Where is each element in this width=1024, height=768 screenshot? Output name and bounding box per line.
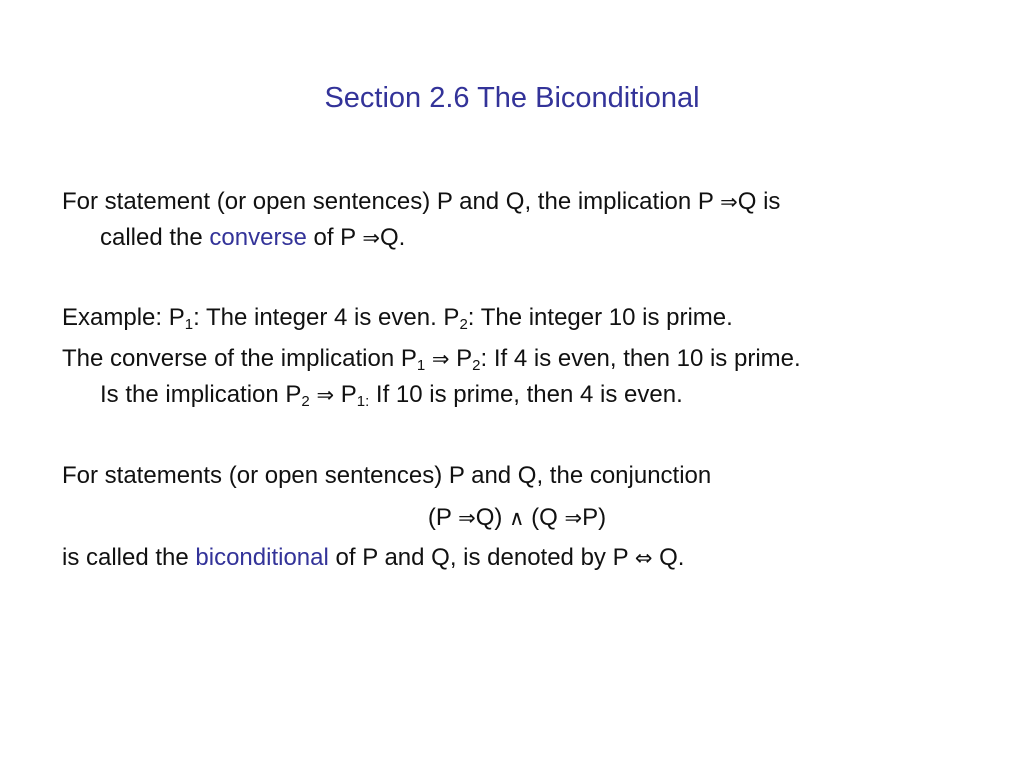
text-run: of P xyxy=(306,224,363,251)
implies-symbol: ⇒ xyxy=(458,506,476,530)
text-run: Q. xyxy=(652,544,685,571)
text-run: (Q xyxy=(524,504,565,531)
conjunction-formula xyxy=(0,500,1024,536)
converse-definition xyxy=(62,184,962,256)
text-run: called the xyxy=(100,224,210,251)
subscript: 2 xyxy=(472,357,481,374)
text-run: If 10 is prime, then 4 is even. xyxy=(369,381,683,408)
subscript: 1 xyxy=(184,316,194,333)
implies-symbol: ⇒ xyxy=(362,226,380,250)
text-run: Q) xyxy=(475,504,510,531)
subscript: 1: xyxy=(356,393,370,410)
text-run: : The integer 10 is prime. xyxy=(467,304,733,331)
converse-definition-line1 xyxy=(62,184,962,220)
text-run: (P xyxy=(427,504,459,531)
text-run: The converse of the implication P xyxy=(62,345,417,372)
text-run: Q. xyxy=(380,224,406,251)
text-run: P) xyxy=(582,504,607,531)
converse-definition-line2 xyxy=(62,220,962,256)
subscript: 1 xyxy=(416,357,426,374)
text-run: P xyxy=(334,381,357,408)
biconditional-intro: For statements (or open sentences) P and Q, the conjunction xyxy=(62,462,712,489)
text-run: Is the implication P xyxy=(100,381,302,408)
converse-example-line2 xyxy=(62,377,962,413)
converse-term: converse xyxy=(209,224,307,251)
text-run: Q is xyxy=(737,188,781,215)
implies-symbol: ⇒ xyxy=(431,347,450,371)
text-run: For statement (or open sentences) P and Q, the implication P xyxy=(62,188,721,215)
subscript: 2 xyxy=(459,316,468,333)
text-run: : The integer 4 is even. P xyxy=(193,304,460,331)
slide-title: Section 2.6 The Biconditional xyxy=(324,82,700,114)
converse-example xyxy=(62,341,962,413)
text-run: of P and Q, is denoted by P xyxy=(328,544,635,571)
example-line xyxy=(62,300,962,335)
text-run: Example: P xyxy=(62,304,185,331)
logical-and-symbol: ∧ xyxy=(509,506,525,530)
text-run: P xyxy=(449,345,473,372)
text-run: : If 4 is even, then 10 is prime. xyxy=(480,345,801,372)
converse-example-line1 xyxy=(62,341,962,377)
biconditional-definition xyxy=(62,540,962,576)
text-run: is called the xyxy=(62,544,196,571)
implies-symbol: ⇒ xyxy=(564,506,583,530)
implies-symbol: ⇒ xyxy=(720,190,738,214)
biconditional-term: biconditional xyxy=(195,544,329,571)
subscript: 2 xyxy=(301,393,310,410)
implies-symbol: ⇒ xyxy=(316,383,335,407)
iff-symbol: ⇔ xyxy=(634,546,653,570)
